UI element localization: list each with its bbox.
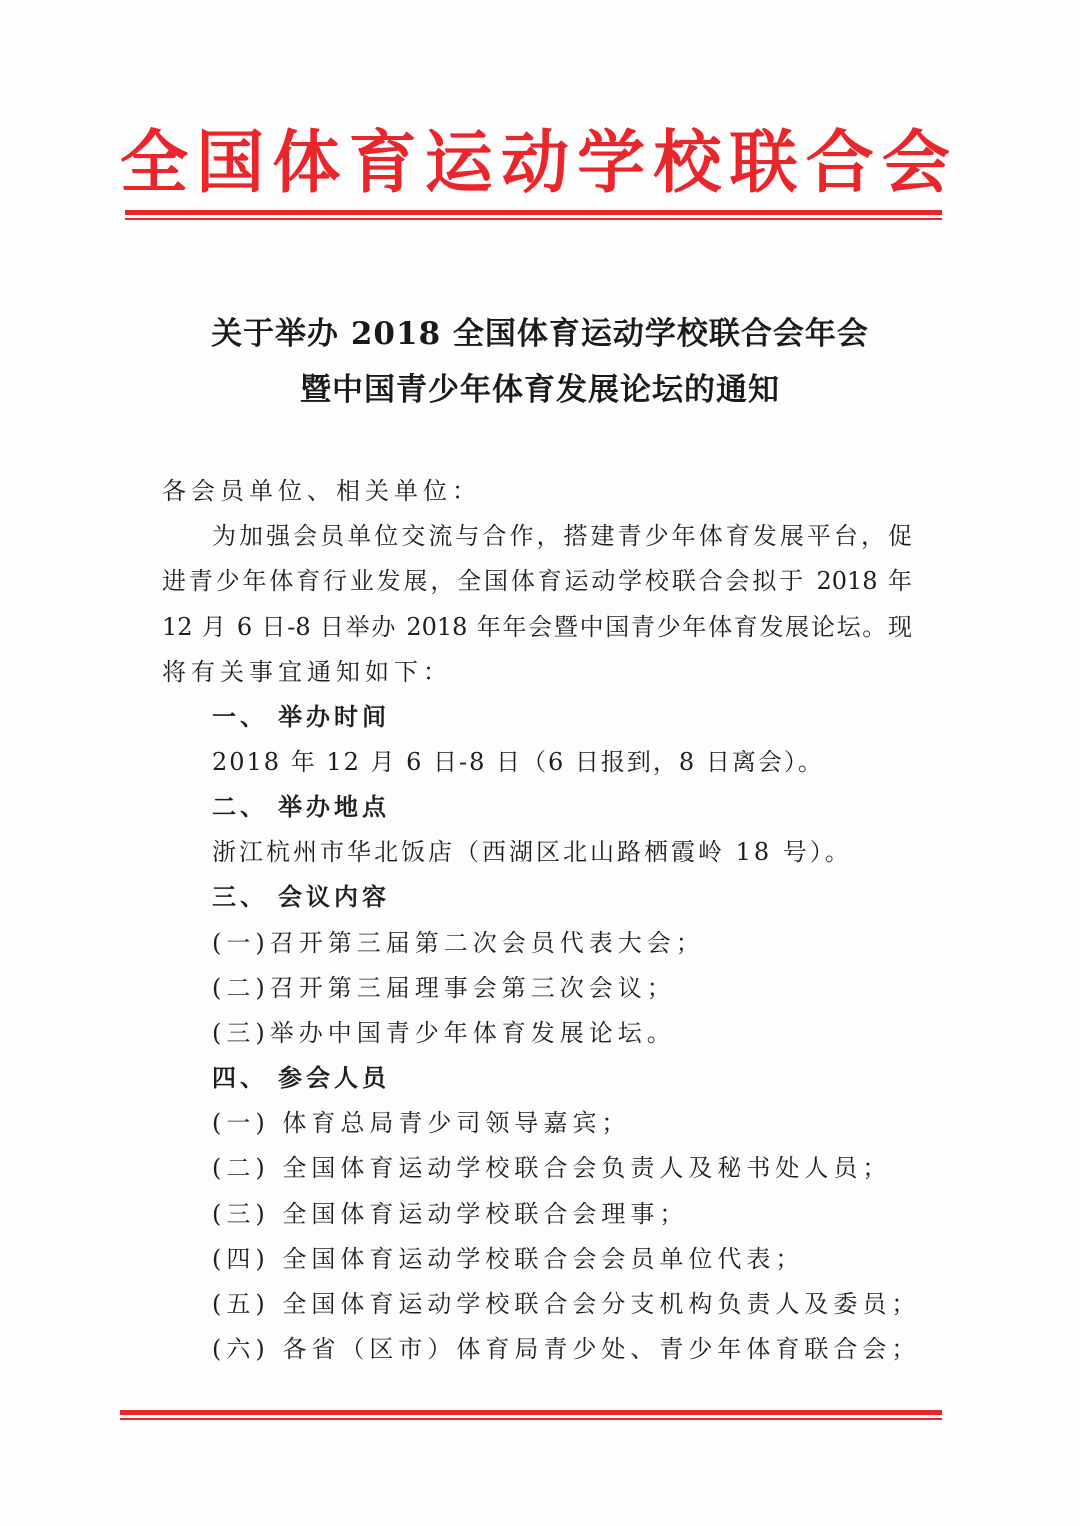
letterhead-char: 体 [272, 124, 341, 203]
letterhead-char: 联 [729, 124, 798, 203]
section-number: 二、 [212, 793, 268, 821]
intro-line: 进青少年体育行业发展，全国体育运动学校联合会拟于 2018 年 [162, 567, 912, 595]
section-heading-4 [212, 1063, 912, 1093]
letterhead-char: 全 [120, 124, 189, 203]
section-text: 浙江杭州市华北饭店（西湖区北山路栖霞岭 18 号）。 [212, 838, 852, 866]
intro-line: 为加强会员单位交流与合作，搭建青少年体育发展平台，促 [212, 522, 912, 550]
letterhead-char: 合 [805, 124, 874, 203]
section-title: 举办地点 [278, 793, 390, 821]
section-heading-1 [212, 702, 912, 732]
footer-rule-thin [120, 1418, 942, 1420]
letterhead-char: 育 [348, 124, 417, 203]
section-title: 会议内容 [278, 883, 390, 911]
list-item: (三) 全国体育运动学校联合会理事； [212, 1200, 689, 1228]
section-number: 一、 [212, 703, 268, 731]
section-number: 三、 [212, 883, 268, 911]
footer-rule-thick [120, 1410, 942, 1415]
list-item: (六) 各省（区市）体育局青少处、青少年体育联合会； [212, 1335, 921, 1363]
document-title-line-2: 暨中国青少年体育发展论坛的通知 [300, 372, 780, 408]
document-title-line-1: 关于举办 2018 全国体育运动学校联合会年会 [211, 316, 869, 352]
letterhead-char: 国 [196, 124, 265, 203]
list-item: (三)举办中国青少年体育发展论坛。 [212, 1019, 676, 1047]
list-item: (二) 全国体育运动学校联合会负责人及秘书处人员； [212, 1154, 892, 1182]
letterhead-org-name [120, 122, 950, 206]
section-text: 2018 年 12 月 6 日-8 日（6 日报到，8 日离会）。 [212, 748, 824, 776]
letterhead-rule-thin [125, 218, 942, 220]
list-item: (二)召开第三届理事会第三次会议； [212, 974, 676, 1002]
section-heading-3 [212, 882, 912, 912]
section-title: 举办时间 [278, 703, 390, 731]
salutation: 各会员单位、相关单位： [162, 477, 481, 505]
section-number: 四、 [212, 1064, 268, 1092]
letterhead-char: 运 [424, 124, 493, 203]
letterhead-rule-thick [125, 210, 942, 215]
section-title: 参会人员 [278, 1064, 390, 1092]
list-item: (四) 全国体育运动学校联合会会员单位代表； [212, 1245, 805, 1273]
intro-line: 12 月 6 日-8 日举办 2018 年年会暨中国青少年体育发展论坛。现 [162, 613, 912, 641]
letterhead-char: 校 [653, 124, 722, 203]
letterhead-char: 动 [500, 124, 569, 203]
intro-line: 将有关事宜通知如下： [162, 658, 452, 686]
list-item: (五) 全国体育运动学校联合会分支机构负责人及委员； [212, 1290, 921, 1318]
section-heading-2 [212, 792, 912, 822]
list-item: (一) 体育总局青少司领导嘉宾； [212, 1109, 631, 1137]
letterhead-char: 会 [881, 124, 950, 203]
list-item: (一)召开第三届第二次会员代表大会； [212, 929, 705, 957]
letterhead-char: 学 [577, 124, 646, 203]
